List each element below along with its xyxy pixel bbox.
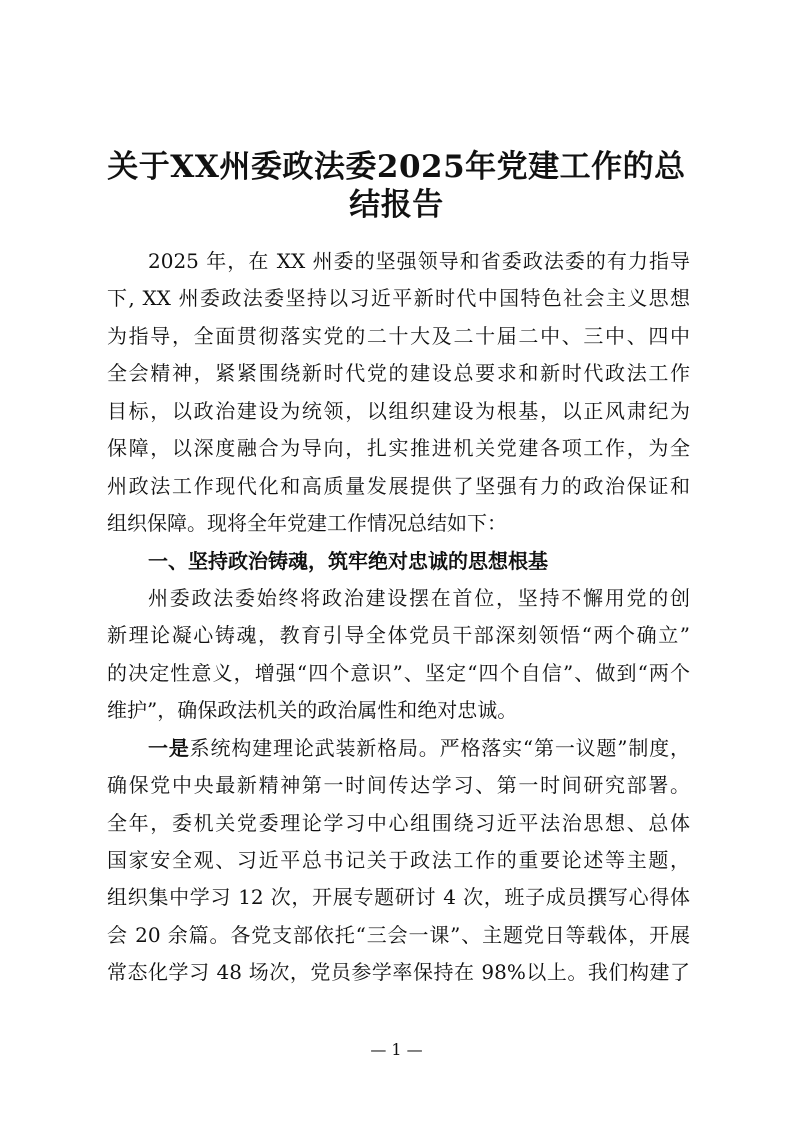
- text-line: 常态化学习 48 场次，党员参学率保持在 98%以上。我们构建了: [107, 960, 690, 985]
- text-line: 国家安全观、习近平总书记关于政法工作的重要论述等主题，: [107, 848, 690, 872]
- text-line: 新理论凝心铸魂，教育引导全体党员干部深刻领悟“两个确立”: [107, 623, 690, 648]
- text-line: 2025 年，在 XX 州委的坚强领导和省委政法委的有力指导: [148, 249, 690, 273]
- text-line: 州委政法委始终将政治建设摆在首位，坚持不懈用党的创: [148, 585, 690, 610]
- page-number: — 1 —: [370, 1040, 423, 1059]
- text-line: 全会精神，紧紧围绕新时代党的建设总要求和新时代政法工作: [107, 361, 690, 386]
- title-line-1: 关于XX州委政法委2025年党建工作的总: [107, 149, 686, 185]
- text-line: 维护”，确保政法机关的政治属性和绝对忠诚。: [107, 698, 518, 723]
- text-line: 的决定性意义，增强“四个意识”、坚定“四个自信”、做到“两个: [107, 660, 690, 685]
- paragraph-point-one: [107, 730, 690, 992]
- text-line: 确保党中央最新精神第一时间传达学习、第一时间研究部署。: [107, 773, 690, 798]
- text-line: 组织保障。现将全年党建工作情况总结如下：: [107, 511, 507, 536]
- point-lead: 一是: [148, 735, 190, 760]
- text-line: 为指导，全面贯彻落实党的二十大及二十届二中、三中、四中: [107, 323, 690, 348]
- section-heading: 一、坚持政治铸魂，筑牢绝对忠诚的思想根基: [148, 548, 548, 573]
- text-line: 组织集中学习 12 次，开展专题研讨 4 次，班子成员撰写心得体: [107, 885, 690, 910]
- paragraph-intro: [107, 243, 690, 543]
- paragraph-section-intro: [107, 580, 690, 730]
- title-line-2: 结报告: [349, 187, 444, 223]
- text-line: 下, XX 州委政法委坚持以习近平新时代中国特色社会主义思想: [107, 286, 690, 311]
- document-body: [107, 243, 690, 992]
- document-title: [100, 148, 693, 224]
- text-line: 目标，以政治建设为统领，以组织建设为根基，以正风肃纪为: [107, 398, 690, 423]
- text-line: 保障，以深度融合为导向，扎实推进机关党建各项工作，为全: [107, 436, 690, 461]
- text-line: 会 20 余篇。各党支部依托“三会一课”、主题党日等载体，开展: [107, 922, 690, 947]
- text-line: [107, 730, 690, 767]
- text-line: 州政法工作现代化和高质量发展提供了坚强有力的政治保证和: [107, 473, 690, 498]
- text-line: 全年，委机关党委理论学习中心组围绕习近平法治思想、总体: [107, 810, 690, 835]
- text-span: 系统构建理论武装新格局。严格落实“第一议题”制度，: [189, 735, 691, 760]
